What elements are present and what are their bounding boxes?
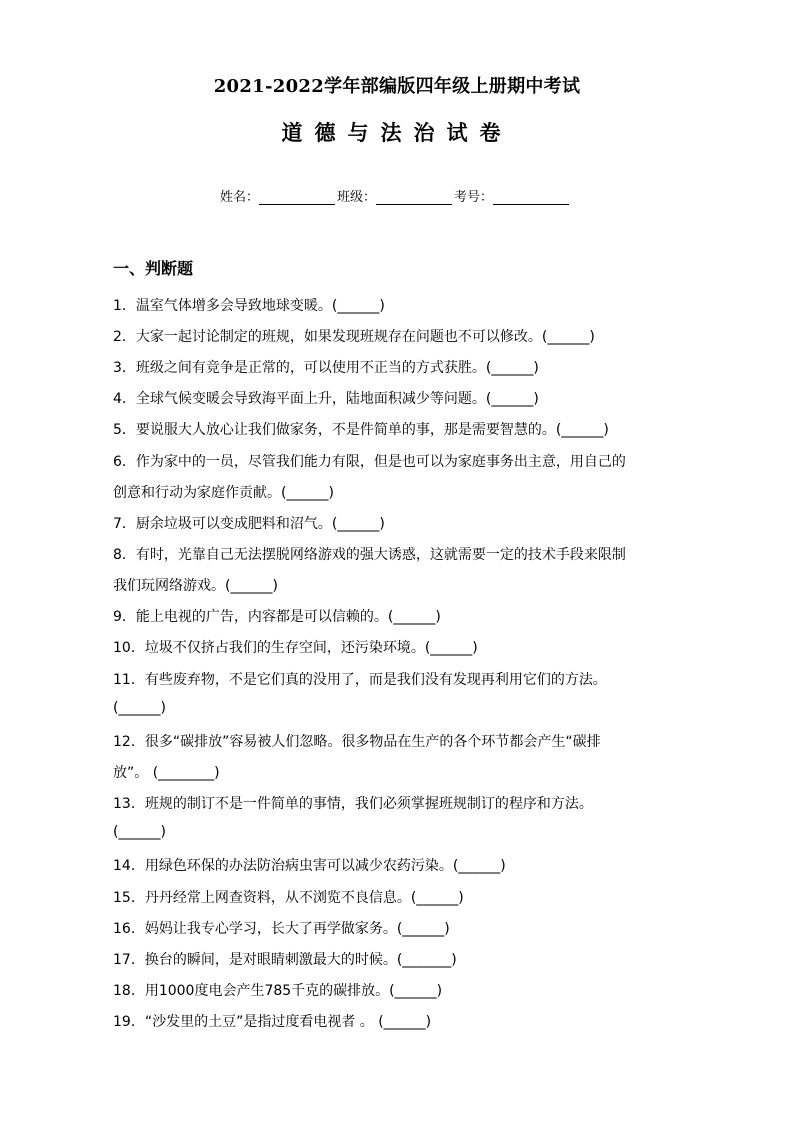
question-line: 7．厨余垃圾可以变成肥料和沼气。(______) [113,516,385,532]
question-line: 19．“沙发里的土豆”是指过度看电视者 。 (______) [113,1014,432,1030]
student-info-row [220,186,571,205]
question-line: 18．用1000度电会产生785千克的碳排放。(______) [113,983,443,999]
question-line: 10．垃圾不仅挤占我们的生存空间，还污染环境。(______) [113,640,478,656]
question-line: 17．换台的瞬间，是对眼睛刺激最大的时候。(_______) [113,952,457,968]
exam-subtitle: 道德与法治试卷 [281,120,513,145]
class-label: 班级： [337,190,377,205]
question-line: (______) [113,700,166,716]
question-line: 5．要说服大人放心让我们做家务，不是件简单的事，那是需要智慧的。(______) [113,422,609,438]
question-line: 创意和行动为家庭作贡献。(______) [113,485,334,501]
name-blank[interactable] [259,189,335,205]
exam-title: 2021-2022学年部编版四年级上册期中考试 [213,76,581,97]
question-line: 我们玩网络游戏。(______) [113,578,278,594]
id-blank[interactable] [493,189,569,205]
class-blank[interactable] [376,189,452,205]
question-line: (______) [113,824,166,840]
question-line: 8．有时，光靠自己无法摆脱网络游戏的强大诱惑，这就需要一定的技术手段来限制 [113,547,626,563]
question-line: 6．作为家中的一员，尽管我们能力有限，但是也可以为家庭事务出主意，用自己的 [113,454,626,470]
question-line: 12．很多“碳排放”容易被人们忽略。很多物品在生产的各个环节都会产生“碳排 [113,734,601,750]
section-heading: 一、判断题 [113,259,194,278]
question-line: 11．有些废弃物，不是它们真的没用了，而是我们没有发现再利用它们的方法。 [113,672,607,688]
name-label: 姓名： [220,190,260,205]
question-line: 放”。 (________) [113,765,220,781]
question-line: 13．班规的制订不是一件简单的事情，我们必须掌握班规制订的程序和方法。 [113,796,593,812]
question-line: 15．丹丹经常上网查资料，从不浏览不良信息。(______) [113,890,464,906]
question-line: 9．能上电视的广告，内容都是可以信赖的。(______) [113,609,441,625]
question-line: 14．用绿色环保的办法防治病虫害可以减少农药污染。(______) [113,858,506,874]
question-line: 1．温室气体增多会导致地球变暖。(______) [113,298,385,314]
id-label: 考号： [454,190,494,205]
question-line: 16．妈妈让我专心学习，长大了再学做家务。(______) [113,921,450,937]
question-line: 3．班级之间有竞争是正常的，可以使用不正当的方式获胜。(______) [113,360,539,376]
question-line: 4．全球气候变暖会导致海平面上升，陆地面积减少等问题。(______) [113,391,539,407]
question-line: 2．大家一起讨论制定的班规，如果发现班规存在问题也不可以修改。(______) [113,329,595,345]
